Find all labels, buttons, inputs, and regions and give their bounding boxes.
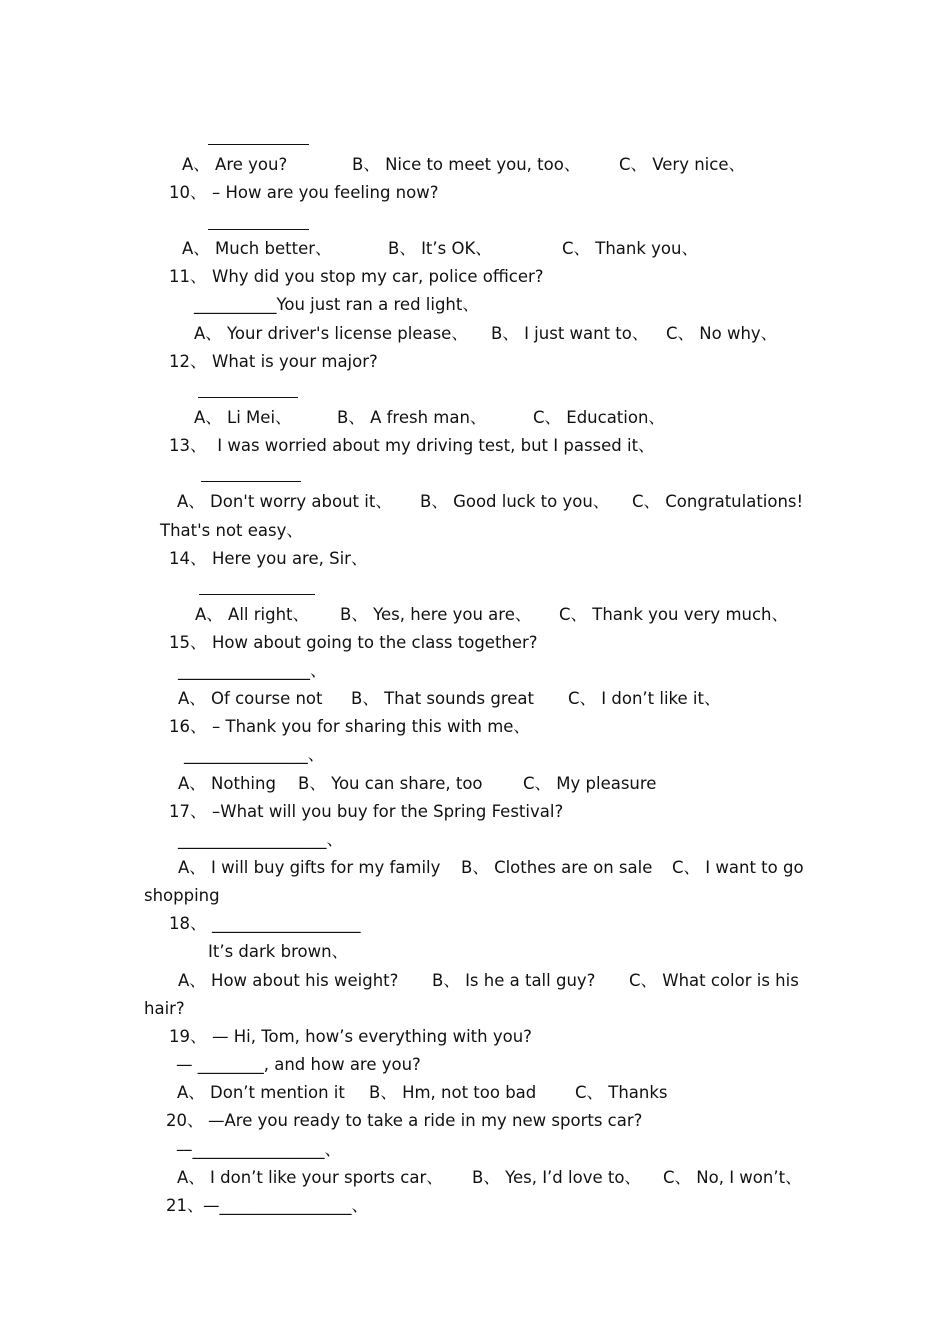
question-prompt: Why did you stop my car, police officer?: [212, 267, 544, 286]
option-b: B、 Is he a tall guy?: [432, 971, 596, 990]
option-a: A、 Much better、: [182, 239, 332, 258]
option-a: A、 Don’t mention it: [177, 1083, 345, 1102]
option-c: C、 Congratulations!: [632, 492, 804, 511]
option-c: C、 Thank you very much、: [559, 605, 789, 624]
question-prompt: —Are you ready to take a ride in my new sports car?: [208, 1111, 643, 1130]
option-b: B、 A fresh man、: [337, 408, 487, 427]
option-b: B、 Yes, I’d love to、: [472, 1168, 641, 1187]
option-c: C、 Thanks: [575, 1083, 668, 1102]
option-continuation: That's not easy、: [160, 521, 303, 540]
option-c: C、 No, I won’t、: [663, 1168, 802, 1187]
answer-blank: [208, 229, 309, 230]
option-b: B、 Clothes are on sale: [461, 858, 653, 877]
question-prompt: – How are you feeling now?: [212, 183, 439, 202]
question-number: 16、: [169, 717, 207, 736]
question-prompt: –What will you buy for the Spring Festival?: [212, 802, 564, 821]
option-c: C、 I don’t like it、: [568, 689, 721, 708]
question-prompt: – Thank you for sharing this with me、: [212, 717, 530, 736]
option-c: C、 Very nice、: [619, 155, 745, 174]
option-c: C、 Thank you、: [562, 239, 698, 258]
option-c: C、 I want to go: [672, 858, 804, 877]
option-a: A、 Don't worry about it、: [177, 492, 392, 511]
option-b: B、 You can share, too: [298, 774, 483, 793]
question-number: 10、: [169, 183, 207, 202]
question-prompt: — Hi, Tom, how’s everything with you?: [212, 1027, 532, 1046]
option-a: A、 Your driver's license please、: [194, 324, 468, 343]
option-b: B、 It’s OK、: [388, 239, 492, 258]
question-number: 12、: [169, 352, 207, 371]
question-number: 20、: [166, 1111, 204, 1130]
question-prompt: I was worried about my driving test, but I passed it、: [212, 436, 655, 455]
question-number: 15、: [169, 633, 207, 652]
question-prompt: —________________、: [203, 1196, 368, 1215]
option-c: C、 No why、: [666, 324, 778, 343]
answer-blank: [198, 397, 298, 398]
option-a: A、 How about his weight?: [178, 971, 399, 990]
answer-blank: __________________、: [178, 830, 343, 849]
option-a: A、 I don’t like your sports car、: [177, 1168, 443, 1187]
option-b: B、 Good luck to you、: [420, 492, 610, 511]
question-prompt: How about going to the class together?: [212, 633, 538, 652]
option-a: A、 Nothing: [178, 774, 276, 793]
answer-blank: [208, 144, 309, 145]
question-prompt: What is your major?: [212, 352, 378, 371]
option-c: C、 What color is his: [629, 971, 799, 990]
question-number: 11、: [169, 267, 207, 286]
question-number: 18、: [169, 914, 207, 933]
option-b: B、 That sounds great: [351, 689, 534, 708]
option-a: A、 Are you?: [182, 155, 288, 174]
question-number: 13、: [169, 436, 207, 455]
option-c: C、 Education、: [533, 408, 665, 427]
option-b: B、 I just want to、: [491, 324, 649, 343]
option-b: B、 Yes, here you are、: [340, 605, 532, 624]
question-number: 21、: [166, 1196, 204, 1215]
option-b: B、 Nice to meet you, too、: [352, 155, 581, 174]
question-number: 17、: [169, 802, 207, 821]
answer-blank: —________________、: [176, 1140, 341, 1159]
option-a: A、 Li Mei、: [194, 408, 292, 427]
question-response: — ________, and how are you?: [176, 1055, 421, 1074]
option-a: A、 All right、: [195, 605, 310, 624]
option-a: A、 I will buy gifts for my family: [178, 858, 441, 877]
question-prompt: Here you are, Sir、: [212, 549, 368, 568]
question-number: 14、: [169, 549, 207, 568]
question-response: It’s dark brown、: [208, 942, 349, 961]
question-number: 19、: [169, 1027, 207, 1046]
option-continuation: shopping: [144, 886, 220, 905]
option-a: A、 Of course not: [178, 689, 323, 708]
question-response: __________You just ran a red light、: [194, 295, 479, 314]
answer-blank: [201, 481, 301, 482]
answer-blank: ________________、: [178, 661, 327, 680]
answer-blank: _______________、: [184, 745, 325, 764]
answer-blank: [199, 594, 315, 595]
option-b: B、 Hm, not too bad: [369, 1083, 537, 1102]
option-continuation: hair?: [144, 999, 185, 1018]
option-c: C、 My pleasure: [523, 774, 657, 793]
answer-blank: __________________: [212, 914, 361, 933]
